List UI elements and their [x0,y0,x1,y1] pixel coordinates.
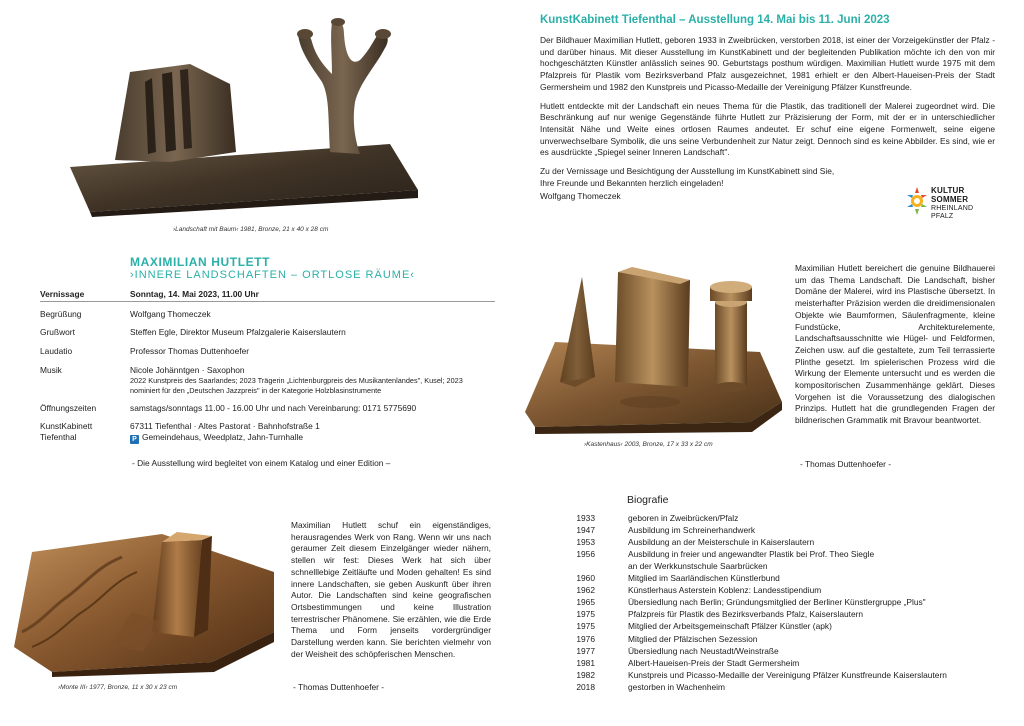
info-label-line-1: KunstKabinett [40,421,93,431]
biografie-text: Übersiedlung nach Berlin; Gründungsmitglied der Berliner Künstlergruppe „Plus" [628,597,926,608]
article-paragraph-2: Hutlett entdeckte mit der Landschaft ein neues Thema für die Plastik, das traditionell der Malerei zugeordnet wird. Die Beschränkung auf nur wenige Gegenstände führte Hutlett zur Präzisierung der Form, mit der er in unterschiedlicher Intensität Nähe und Weite eines ortlosen Raumes andeutet. Er schuf eine eigene Formenwelt, seine eigene unverwechselbare Symbolik, die uns seine Verbundenheit zur Natur zeigt. Dennoch sind es keine Abbilder. Es sind, wie er es ausdrückte „Spiegel seiner Inneren Landschaft". [540,100,995,158]
kultursommer-logo [905,183,995,228]
photo-caption-mid: ›Kastenhaus‹ 2003, Bronze, 17 x 33 x 22 cm [584,441,713,448]
biografie-text: Ausbildung an der Meisterschule in Kaiserslautern [628,537,815,548]
info-value: samstags/sonntags 11.00 - 16.00 Uhr und nach Vereinbarung: 0171 5775690 [130,403,417,413]
info-label: Laudatio [40,346,73,356]
biografie-text: geboren in Zweibrücken/Pfalz [628,513,739,523]
musik-detail: 2022 Kunstpreis des Saarlandes; 2023 Trägerin „Lichtenburgpreis des Musikantenlandes", Kusel; 2023 nominiert für den „Deutschen Jazzpreis" in der Kategorie Holzblasinstrumente [130,376,463,395]
essay-text-2: Maximilian Hutlett schuf ein eigenständiges, herausragendes Werk von Rang. Wenn wir uns nach geraumer Zeit diesem Einzelgänger wieder nähern, stellen wir fest: Dieses Werk hat sich über schnelllebige Zeitläufte und Moden gehalten! Es sind innere Landschaften, sie geben Auskunft über ihren Autor. Die Landschaften sind keine geografischen Ortsbestimmungen und keine Illustration terrestrischer Phänomene. Sie erzählen, wie die Erde Thema und Form jenseits vordergründiger Darstellung werden kann. Sie berichten vielmehr von der Weisheit des schöpferischen Menschen. [291,520,491,659]
biografie-year: 1962 [576,585,595,596]
biografie-year: 1975 [576,621,595,632]
parking-text: Gemeindehaus, Weedplatz, Jahn-Turnhalle [142,432,304,442]
info-label-line-2: Tiefenthal [40,432,77,442]
biografie-heading: Biografie [627,494,669,506]
info-value: Sonntag, 14. Mai 2023, 11.00 Uhr [130,289,259,299]
essay-author-2: - Thomas Duttenhoefer - [293,682,385,692]
info-label: Musik [40,365,62,375]
article-paragraph-1: Der Bildhauer Maximilian Hutlett, geboren 1933 in Zweibrücken, verstorben 2018, ist einer der Vorzeigekünstler der Pfalz - und darüber hinaus. Mit dieser Ausstellung im KunstKabinett und der begleitenden Publikation möchte ich den von mir hochgeschätzten Künstler anlässlich seines 90. Geburtstags posthum würdigen. Maximilian Hutlett wurde 1975 mit dem Pfalzpreis für Plastik vom Bezirksverband Pfalz ausgezeichnet, 1981 erhielt er den Albert-Haueisen-Preis der Stadt Germersheim und 1982 den Kunstpreis und Picasso-Medaille der Vereinigung Pfälzer Kunstfreunde. [540,35,995,92]
sculpture-photo-landschaft-mit-baum [60,12,420,217]
biografie-text: Künstlerhaus Asterstein Koblenz: Landesstipendium [628,585,822,596]
logo-line-3: RHEINLAND [931,205,974,212]
info-label: Vernissage [40,289,85,299]
article-title: KunstKabinett Tiefenthal – Ausstellung 14. Mai bis 11. Juni 2023 [540,14,890,26]
biografie-text: Pfalzpreis für Plastik des Bezirksverbands Pfalz, Kaiserslautern [628,609,864,620]
article-signature: Wolfgang Thomeczek [540,191,621,202]
logo-line-2: SOMMER [931,195,969,204]
essay-text-1: Maximilian Hutlett bereichert die genuine Bildhauerei um das Thema Landschaft. Die Landschaft, bisher Domäne der Malerei, wird ins Plastische übersetzt. In meisterhafter Präzision werden die dreidimensionalen Objekte wie Baumformen, Säulenfragmente, kleine Fundstücke, Architekturelemente, Landschaftsausschnitte wie Hügel- und Feldformen, Zeichen usw. auf die gestaltete, zum Teil terrassierte Plinthe gesetzt. Im spielerischen Prozess wird die Wirkung der Elemente untersucht und es werden die kompositorischen Zusammenhänge geklärt. Dieses Vorgehen ist die Voraussetzung des dialogischen Prinzips. Hutlett hat die grundlegenden Fragen der bildnerischen Grammatik mit Bravour beantwortet. [795,263,995,426]
biografie-year: 1975 [576,609,595,620]
biografie-year: 1947 [576,525,595,536]
logo-line-4: PFALZ [931,213,954,220]
biografie-text: an der Werkkunstschule Saarbrücken [628,561,768,572]
catalog-note: - Die Ausstellung wird begleitet von einem Katalog und einer Edition – [132,458,391,468]
biografie-text: Mitglied im Saarländischen Künstlerbund [628,573,780,584]
parking-icon: P [130,435,139,444]
biografie-year: 2018 [576,681,595,692]
biografie-text: Kunstpreis und Picasso-Medaille der Vereinigung Pfälzer Kunstfreunde Kaiserslautern [628,669,947,680]
biografie-year: 1982 [576,669,595,680]
biografie-year: 1977 [576,645,595,656]
photo-caption-low: ›Monte III‹ 1977, Bronze, 11 x 30 x 23 cm [58,684,178,691]
biografie-year: 1953 [576,537,595,548]
biografie-year: 1933 [576,513,595,523]
biografie-year: 1976 [576,633,595,644]
exhibition-subtitle: ›INNERE LANDSCHAFTEN – ORTLOSE RÄUME‹ [130,269,415,281]
info-value: Wolfgang Thomeczek [130,309,211,319]
biografie-year: 1960 [576,573,595,584]
biografie-text: gestorben in Wachenheim [628,681,725,692]
biografie-year: 1981 [576,657,595,668]
biografie-year: 1956 [576,549,595,560]
info-value: Steffen Egle, Direktor Museum Pfalzgalerie Kaiserslautern [130,327,346,337]
biografie-text: Ausbildung im Schreinerhandwerk [628,525,756,536]
exhibition-artist-title: MAXIMILIAN HUTLETT [130,255,271,269]
parking-info [130,432,490,444]
biografie-text: Ausbildung in freier und angewandter Plastik bei Prof. Theo Siegle [628,549,875,560]
info-label: Öffnungszeiten [40,403,97,413]
photo-caption-top: ›Landschaft mit Baum‹ 1981, Bronze, 21 x 40 x 28 cm [173,226,329,233]
address: 67311 Tiefenthal · Altes Pastorat · Bahnhofstraße 1 [130,421,320,431]
info-label: Grußwort [40,327,75,337]
info-value [130,421,490,444]
sculpture-photo-kastenhaus [520,262,785,434]
sculpture-photo-monte-iii [12,512,280,677]
vernissage-divider [40,301,495,302]
logo-line-1: KULTUR [931,186,965,195]
info-value: Professor Thomas Duttenhoefer [130,346,250,356]
info-label: Begrüßung [40,309,82,319]
info-label [40,421,130,443]
biografie-text: Mitglied der Arbeitsgemeinschaft Pfälzer Künstler (apk) [628,621,832,632]
article-paragraph-3: Zu der Vernissage und Besichtigung der Ausstellung im KunstKabinett sind Sie, Ihre Freunde und Bekannten herzlich eingeladen! [540,166,835,188]
musik-performer: Nicole Johänntgen · Saxophon [130,365,245,375]
biografie-text: Übersiedlung nach Neustadt/Weinstraße [628,645,779,656]
biografie-text: Albert-Haueisen-Preis der Stadt Germersheim [628,657,800,668]
info-value [130,365,490,395]
biografie-year: 1965 [576,597,595,608]
biografie-text: Mitglied der Pfälzischen Sezession [628,633,758,644]
sun-logo-icon [905,185,929,225]
essay-author-1: - Thomas Duttenhoefer - [800,459,892,469]
